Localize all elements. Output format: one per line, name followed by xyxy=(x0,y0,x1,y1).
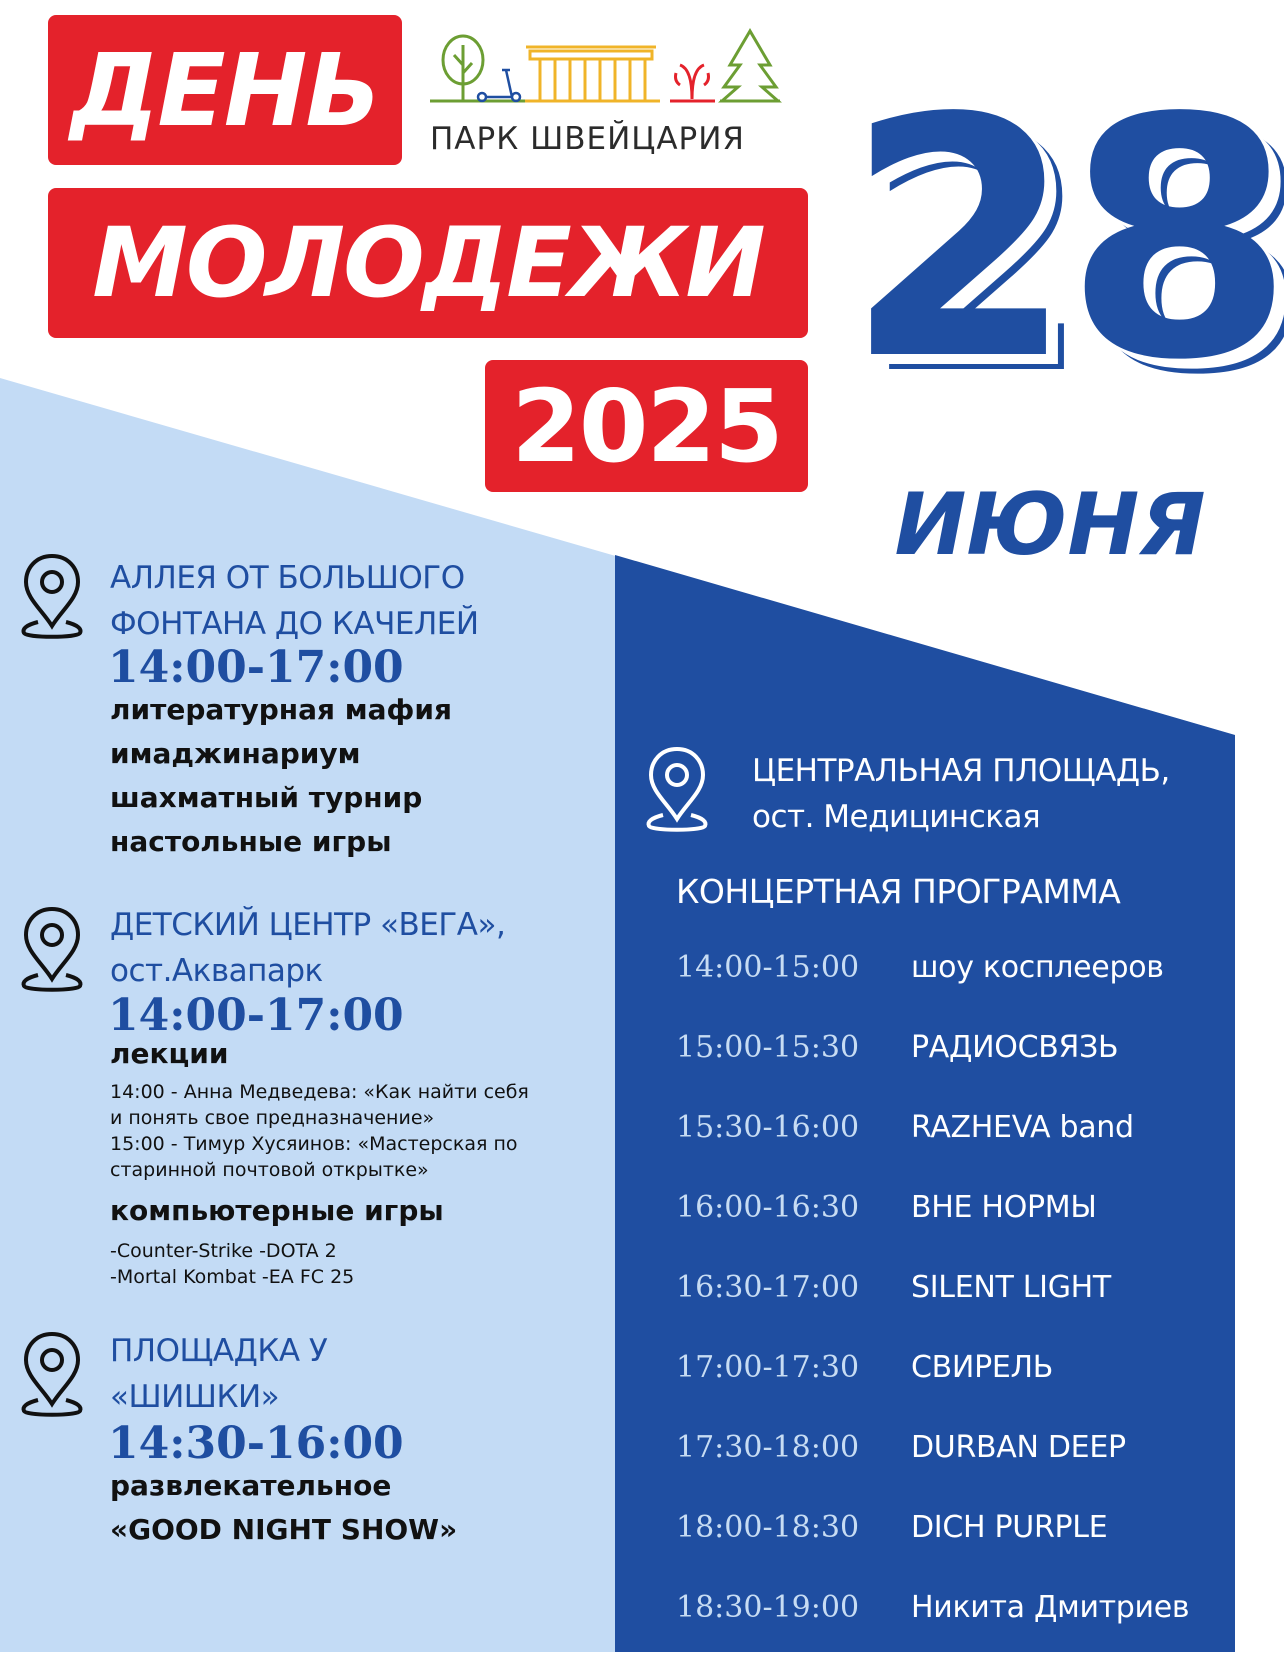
title-day: ДЕНЬ xyxy=(70,31,380,149)
schedule-time: 17:00-17:30 xyxy=(676,1350,860,1385)
venue-2-time: 14:00-17:00 xyxy=(108,990,404,1041)
activity-item: шахматный турнир xyxy=(110,781,423,814)
venue-3-time: 14:30-16:00 xyxy=(108,1418,404,1469)
title-youth: МОЛОДЕЖИ xyxy=(92,207,764,319)
lectures-label: лекции xyxy=(110,1037,229,1070)
venue-1-name-line2: ФОНТАНА ДО КАЧЕЛЕЙ xyxy=(110,606,479,642)
schedule-row xyxy=(676,1500,1216,1580)
schedule-time: 16:00-16:30 xyxy=(676,1190,860,1225)
location-pin-icon xyxy=(18,1330,86,1420)
schedule-time: 16:30-17:00 xyxy=(676,1270,860,1305)
location-pin-icon xyxy=(643,745,711,835)
year: 2025 xyxy=(511,367,782,485)
venue-3-activity xyxy=(110,1464,457,1552)
games-list xyxy=(110,1238,354,1290)
schedule-row xyxy=(676,940,1216,1020)
schedule-time: 18:00-18:30 xyxy=(676,1510,860,1545)
activity-item: имаджинариум xyxy=(110,737,361,770)
venue-3-name-line1: ПЛОЩАДКА У xyxy=(110,1333,328,1369)
location-pin-icon xyxy=(18,552,86,642)
park-logo-icon xyxy=(430,25,800,125)
program-title: КОНЦЕРТНАЯ ПРОГРАММА xyxy=(676,872,1121,911)
location-pin-icon xyxy=(18,905,86,995)
venue-3-name-line2: «ШИШКИ» xyxy=(110,1379,280,1415)
park-logo xyxy=(430,25,800,165)
venue-1-time: 14:00-17:00 xyxy=(108,642,404,693)
venue-2-name-line2: ост.Аквапарк xyxy=(110,953,323,989)
lecture-1-line2: и понять свое предназначение» xyxy=(110,1107,435,1129)
venue-1-name-line1: АЛЛЕЯ ОТ БОЛЬШОГО xyxy=(110,560,465,596)
central-venue-line1: ЦЕНТРАЛЬНАЯ ПЛОЩАДЬ, xyxy=(752,753,1170,789)
schedule-row xyxy=(676,1580,1216,1660)
lecture-2-line2: старинной почтовой открытке» xyxy=(110,1159,429,1181)
activity-item: литературная мафия xyxy=(110,693,452,726)
schedule-row xyxy=(676,1260,1216,1340)
lecture-list xyxy=(110,1079,529,1183)
title-day-banner xyxy=(48,15,402,165)
schedule-act: СВИРЕЛЬ xyxy=(911,1350,1054,1385)
schedule-row xyxy=(676,1340,1216,1420)
venue-2-name xyxy=(110,902,505,994)
schedule-act: DURBAN DEEP xyxy=(911,1430,1126,1465)
schedule-row xyxy=(676,1100,1216,1180)
venue-2-name-line1: ДЕТСКИЙ ЦЕНТР «ВЕГА», xyxy=(110,907,506,943)
schedule-act: РАДИОСВЯЗЬ xyxy=(911,1030,1119,1065)
schedule-act: RAZHEVA band xyxy=(911,1110,1134,1145)
date-month: ИЮНЯ xyxy=(894,475,1206,575)
lecture-1-line1: 14:00 - Анна Медведева: «Как найти себя xyxy=(110,1081,529,1103)
schedule-act: ВНЕ НОРМЫ xyxy=(911,1190,1097,1225)
schedule-time: 18:30-19:00 xyxy=(676,1590,860,1625)
date-day: 28 xyxy=(845,48,1284,432)
activity-item: настольные игры xyxy=(110,825,392,858)
park-name: ПАРК ШВЕЙЦАРИЯ xyxy=(430,121,745,157)
title-youth-banner xyxy=(48,188,808,338)
schedule-time: 14:00-15:00 xyxy=(676,950,860,985)
games-label: компьютерные игры xyxy=(110,1194,444,1227)
concert-schedule xyxy=(676,940,1216,1660)
schedule-act: Никита Дмитриев xyxy=(911,1590,1190,1625)
venue-3-act-line2: «GOOD NIGHT SHOW» xyxy=(110,1513,458,1546)
schedule-time: 17:30-18:00 xyxy=(676,1430,860,1465)
lecture-2-line1: 15:00 - Тимур Хусяинов: «Мастерская по xyxy=(110,1133,518,1155)
games-line2: -Mortal Kombat -EA FC 25 xyxy=(110,1266,355,1288)
schedule-act: шоу косплееров xyxy=(911,950,1164,985)
games-line1: -Counter-Strike -DOTA 2 xyxy=(110,1240,337,1262)
schedule-row xyxy=(676,1180,1216,1260)
year-banner xyxy=(485,360,808,492)
central-venue-line2: ост. Медицинская xyxy=(752,799,1041,835)
schedule-act: SILENT LIGHT xyxy=(911,1270,1111,1305)
central-venue-name xyxy=(752,748,1170,840)
schedule-row xyxy=(676,1420,1216,1500)
venue-3-act-line1: развлекательное xyxy=(110,1469,392,1502)
schedule-row xyxy=(676,1020,1216,1100)
venue-3-name xyxy=(110,1328,327,1420)
schedule-time: 15:00-15:30 xyxy=(676,1030,860,1065)
venue-1-name xyxy=(110,555,479,647)
schedule-time: 15:30-16:00 xyxy=(676,1110,860,1145)
venue-1-activities xyxy=(110,688,452,864)
schedule-act: DICH PURPLE xyxy=(911,1510,1108,1545)
